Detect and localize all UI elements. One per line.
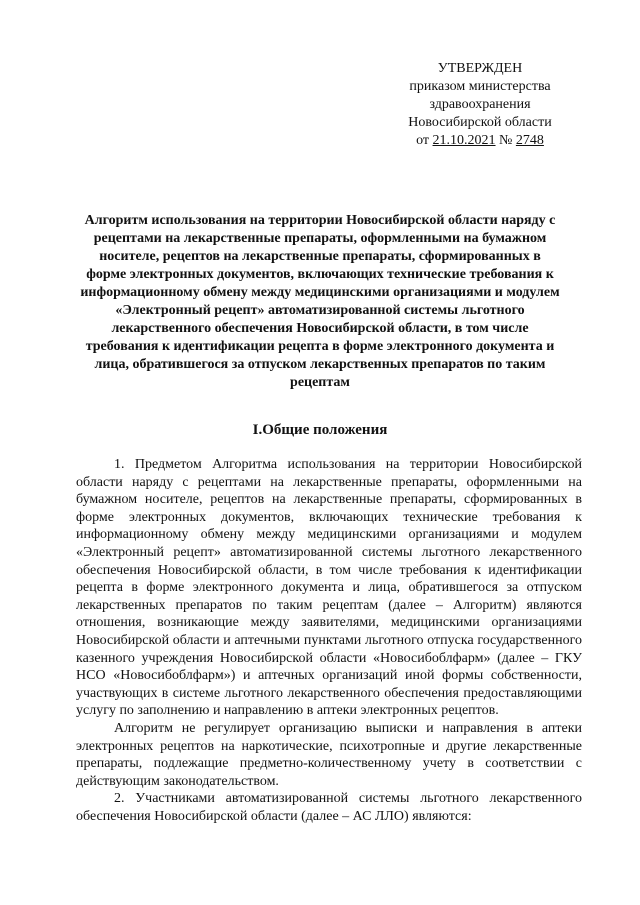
document-title: Алгоритм использования на территории Новосибирской области наряду с рецептами на лекарственные препараты, оформленными на бумажном носителе, рецептов на лекарственные препараты, сформированных в форме электронных документов, включающих технические требования к информационному обмену между медицинскими организациями и модулем «Электронный рецепт» автоматизированной системы льготного лекарственного обеспечения Новосибирской области, в том числе требования к идентификации рецепта в форме электронного документа и лица, обратившегося за отпуском лекарственных препаратов по таким рецептам: [80, 213, 560, 390]
approval-heading: УТВЕРЖДЕН: [437, 61, 523, 76]
approval-stamp: [380, 60, 580, 150]
approval-date: 21.10.2021: [432, 133, 496, 148]
body-text: [76, 456, 582, 825]
approval-ministry-line: здравоохранения: [429, 97, 531, 112]
approval-order-line: приказом министерства: [409, 79, 551, 94]
approval-region-line: Новосибирской области: [408, 115, 552, 130]
approval-number: 2748: [515, 133, 544, 148]
paragraph-3: 2. Участниками автоматизированной системы льготного лекарственного обеспечения Новосибирской области (далее – АС ЛЛО) являются:: [76, 791, 582, 824]
approval-date-prefix: от: [416, 133, 433, 148]
paragraph-1: 1. Предметом Алгоритма использования на территории Новосибирской области наряду с рецептами на лекарственные препараты, оформленными на бумажном носителе, рецептов на лекарственные препараты, сформированных в форме электронных документов, включающих технические требования к информационному обмену между медицинскими организациями и модулем «Электронный рецепт» автоматизированной системы льготного лекарственного обеспечения Новосибирской области, в том числе требования к идентификации рецепта в форме электронного документа и лица, обратившегося за отпуском лекарственных препаратов по таким рецептам (далее – Алгоритм) являются отношения, возникающие между заявителями, медицинскими организациями Новосибирской области и аптечными пунктами льготного отпуска государственного казенного учреждения Новосибирской области «Новосибоблфарм» (далее – ГКУ НСО «Новосибоблфарм») и аптечных организаций иной формы собственности, участвующих в системе льготного лекарственного обеспечения предоставляющими услугу по заполнению и направлению в аптеки электронных рецептов.: [76, 457, 582, 719]
paragraph-2: Алгоритм не регулирует организацию выписки и направления в аптеки электронных рецептов на наркотические, психотропные и другие лекарственные препараты, подлежащие предметно-количественному учету в соответствии с действующим законодательством.: [76, 720, 582, 789]
section-heading: I.Общие положения: [252, 422, 388, 438]
approval-date-line: [380, 132, 580, 150]
approval-number-prefix: №: [495, 133, 516, 148]
